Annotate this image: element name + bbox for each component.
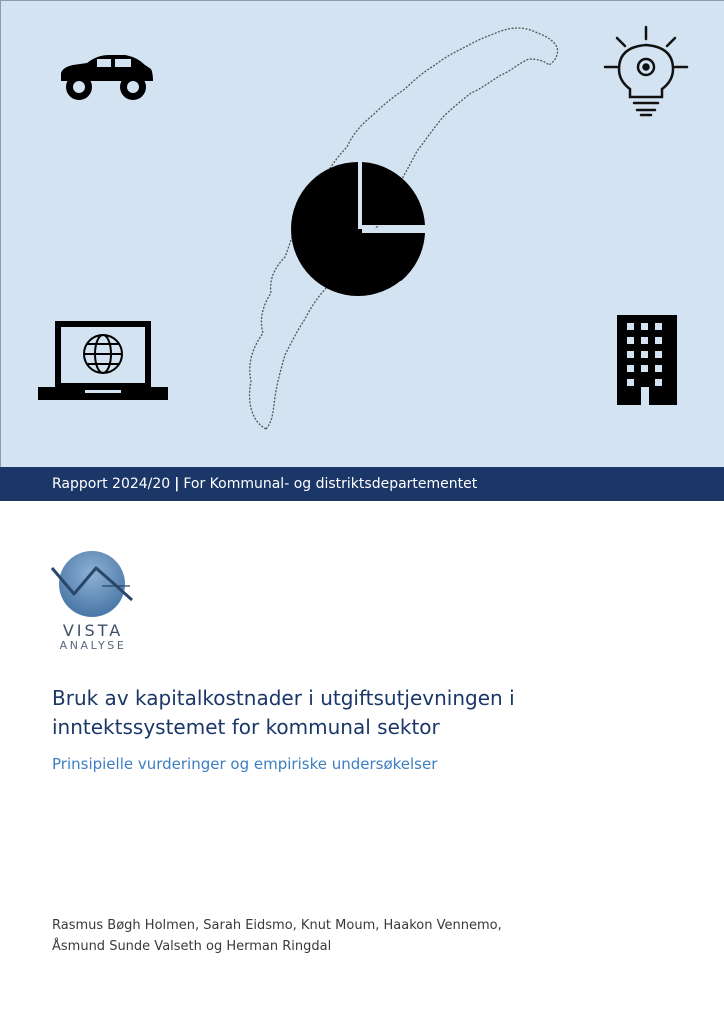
office-building-icon (617, 315, 677, 405)
report-subtitle: Prinsipielle vurderinger og empiriske undersøkelser (52, 755, 438, 773)
logo-tagline: ANALYSE (59, 639, 127, 652)
laptop-globe-icon (38, 321, 168, 400)
lightbulb-gear-icon (605, 27, 687, 115)
client-name: For Kommunal- og distriktsdepartementet (183, 476, 478, 492)
title-line-2: inntektssystemet for kommunal sektor (52, 715, 440, 739)
car-icon (61, 55, 153, 100)
cover-artwork (1, 1, 724, 468)
authors-line-2: Åsmund Sunde Valseth og Herman Ringdal (52, 939, 332, 954)
authors-line-1: Rasmus Bøgh Holmen, Sarah Eidsmo, Knut Moum, Haakon Vennemo, (52, 918, 502, 933)
title-line-1: Bruk av kapitalkostnader i utgiftsutjevningen i (52, 686, 515, 710)
author-list (52, 915, 672, 957)
cover-illustration (0, 0, 724, 467)
vista-analyse-logo (50, 550, 136, 654)
report-band (0, 467, 724, 501)
logo-mark (50, 550, 136, 622)
report-title (52, 684, 632, 742)
logo-name: VISTA (62, 621, 124, 640)
band-separator: | (174, 476, 180, 492)
report-number: Rapport 2024/20 (52, 476, 171, 492)
pie-chart-icon (291, 162, 425, 296)
